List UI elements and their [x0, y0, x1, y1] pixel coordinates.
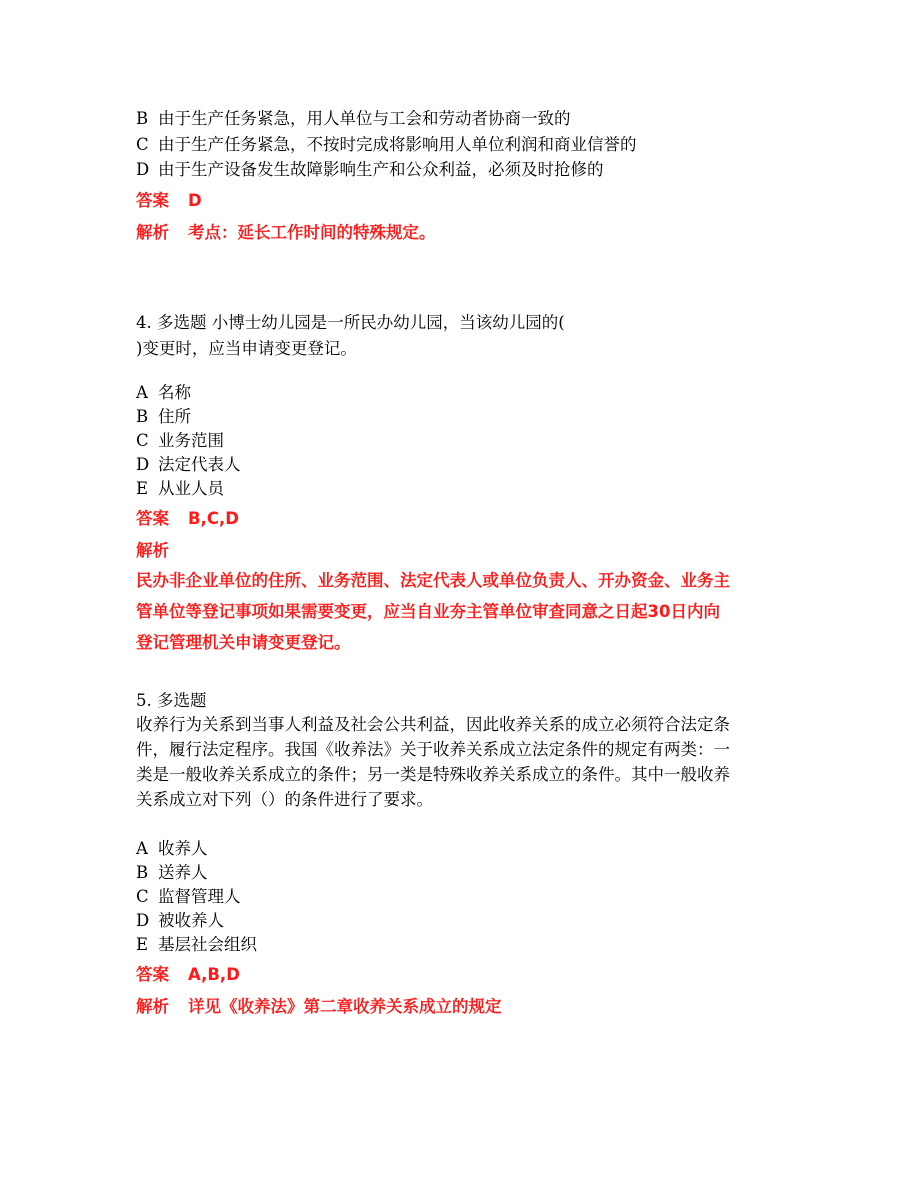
q5-answer — [136, 964, 240, 986]
q4-option-b — [136, 406, 191, 428]
option-letter: C — [136, 431, 149, 450]
option-text: 监督管理人 — [158, 887, 241, 906]
option-text: 业务范围 — [158, 431, 224, 450]
option-text: 基层社会组织 — [158, 935, 257, 954]
q3-answer — [136, 190, 202, 212]
option-text: 被收养人 — [158, 911, 224, 930]
answer-value: D — [188, 191, 202, 210]
option-text: 由于生产任务紧急，用人单位与工会和劳动者协商一致的 — [158, 109, 571, 128]
answer-label: 答案 — [136, 191, 169, 210]
option-letter: D — [136, 911, 150, 930]
q5-stem-line-2: 件，履行法定程序。我国《收养法》关于收养关系成立法定条件的规定有两类：一 — [136, 740, 730, 759]
option-text: 住所 — [158, 407, 191, 426]
option-letter: B — [136, 863, 149, 882]
option-letter: C — [136, 887, 149, 906]
answer-value: A,B,D — [188, 965, 240, 984]
option-text: 名称 — [158, 383, 191, 402]
q5-option-b — [136, 862, 208, 884]
answer-label: 答案 — [136, 965, 169, 984]
option-text: 送养人 — [158, 863, 208, 882]
option-letter: A — [136, 839, 148, 858]
q4-analysis-line-2: 管单位等登记事项如果需要变更，应当自业夯主管单位审查同意之日起30日内向 — [136, 602, 720, 621]
q5-option-a — [136, 838, 208, 860]
q3-option-b — [136, 108, 571, 130]
option-text: 由于生产任务紧急，不按时完成将影响用人单位利润和商业信誉的 — [158, 135, 637, 154]
option-letter: D — [136, 455, 150, 474]
q4-stem-line-1: 4. 多选题 小博士幼儿园是一所民办幼儿园，当该幼儿园的( — [136, 313, 565, 332]
analysis-label: 解析 — [136, 997, 169, 1016]
option-letter: B — [136, 407, 149, 426]
option-text: 收养人 — [158, 839, 208, 858]
q5-analysis — [136, 996, 502, 1018]
q5-option-d — [136, 910, 224, 932]
q5-stem-line-4: 关系成立对下列（）的条件进行了要求。 — [136, 790, 433, 809]
option-letter: C — [136, 135, 149, 154]
q3-option-c — [136, 134, 637, 156]
option-text: 从业人员 — [158, 479, 224, 498]
answer-value: B,C,D — [188, 509, 239, 528]
analysis-label: 解析 — [136, 223, 169, 242]
answer-label: 答案 — [136, 509, 169, 528]
analysis-text: 考点：延长工作时间的特殊规定。 — [188, 223, 436, 242]
q5-option-c — [136, 886, 241, 908]
q4-analysis-label: 解析 — [136, 541, 169, 560]
analysis-text: 详见《收养法》第二章收养关系成立的规定 — [188, 997, 502, 1016]
q4-option-a — [136, 382, 191, 404]
q4-option-e — [136, 478, 224, 500]
option-letter: E — [136, 935, 149, 954]
q5-stem-line-1: 收养行为关系到当事人利益及社会公共利益，因此收养关系的成立必须符合法定条 — [136, 715, 730, 734]
option-text: 法定代表人 — [158, 455, 241, 474]
option-letter: A — [136, 383, 148, 402]
q4-option-d — [136, 454, 241, 476]
option-letter: D — [136, 160, 150, 179]
q4-option-c — [136, 430, 224, 452]
q5-stem-line-3: 类是一般收养关系成立的条件；另一类是特殊收养关系成立的条件。其中一般收养 — [136, 765, 730, 784]
option-letter: E — [136, 479, 149, 498]
option-text: 由于生产设备发生故障影响生产和公众利益，必须及时抢修的 — [158, 160, 604, 179]
option-letter: B — [136, 109, 149, 128]
q4-stem-line-2: )变更时，应当申请变更登记。 — [136, 339, 357, 358]
q3-analysis — [136, 222, 436, 244]
q5-header: 5. 多选题 — [136, 691, 207, 710]
q3-option-d — [136, 159, 604, 181]
q5-option-e — [136, 934, 257, 956]
q4-analysis-line-3: 登记管理机关申请变更登记。 — [136, 633, 351, 652]
q4-analysis-line-1: 民办非企业单位的住所、业务范围、法定代表人或单位负责人、开办资金、业务主 — [136, 571, 730, 590]
q4-answer — [136, 508, 239, 530]
